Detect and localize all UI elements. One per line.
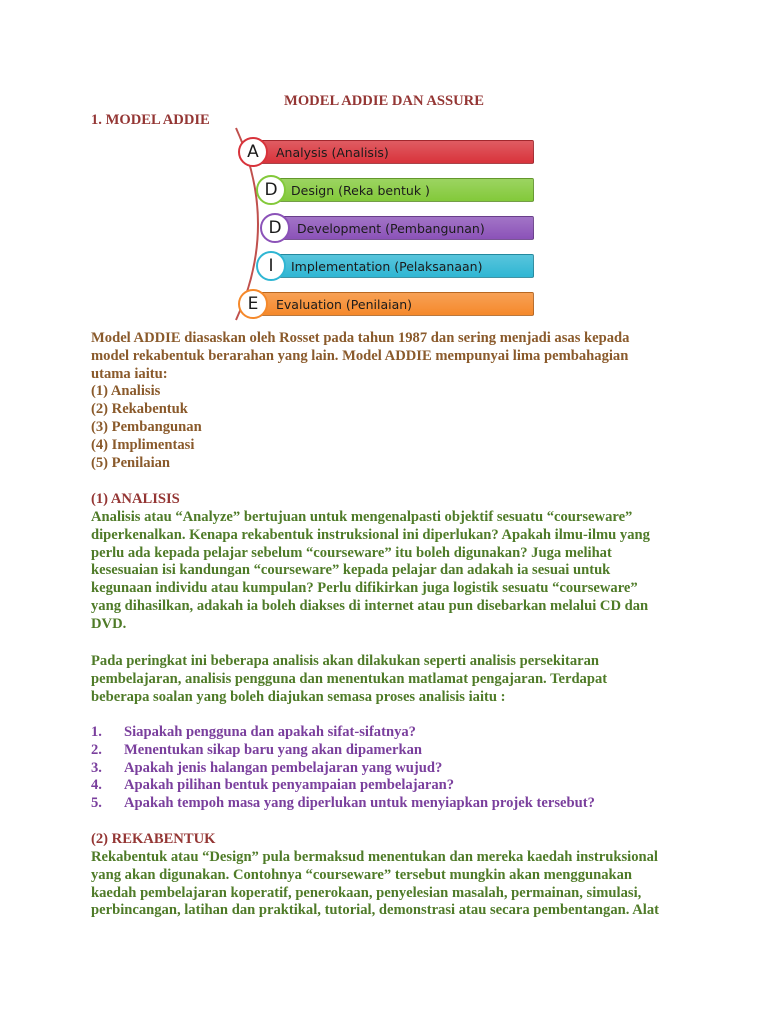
paragraph-line: Analisis atau “Analyze” bertujuan untuk mengenalpasti objektif sesuatu “courseware” bbox=[91, 509, 633, 525]
analisis-questions-list bbox=[91, 724, 691, 813]
intro-list-item: (4) Implimentasi bbox=[91, 436, 195, 453]
intro-list-item: (2) Rekabentuk bbox=[91, 401, 188, 418]
paragraph-line: beberapa soalan yang boleh diajukan semasa proses analisis iaitu : bbox=[91, 688, 506, 705]
bar-design bbox=[274, 178, 534, 202]
rekabentuk-paragraph bbox=[91, 849, 691, 920]
analisis-paragraph-2 bbox=[91, 653, 691, 706]
bar-development bbox=[278, 216, 534, 240]
list-number: 1. bbox=[91, 724, 102, 740]
intro-line: model rekabentuk berarahan yang lain. Model ADDIE mempunyai lima pembahagian bbox=[91, 347, 629, 364]
paragraph-line: Rekabentuk atau “Design” pula bermaksud menentukan dan mereka kaedah instruksional bbox=[91, 849, 658, 865]
circle-i: I bbox=[256, 251, 286, 281]
circle-a: A bbox=[238, 137, 268, 167]
circle-d-design: D bbox=[256, 175, 286, 205]
list-item bbox=[91, 724, 691, 742]
bar-design-label: Design (Reka bentuk ) bbox=[291, 183, 430, 198]
bar-implementation bbox=[274, 254, 534, 278]
list-number: 4. bbox=[91, 777, 102, 794]
paragraph-line: pembelajaran, analisis pengguna dan menentukan matlamat pengajaran. Terdapat bbox=[91, 670, 608, 687]
section-heading-model-addie: 1. MODEL ADDIE bbox=[91, 112, 210, 128]
document-title: MODEL ADDIE DAN ASSURE bbox=[284, 93, 484, 109]
paragraph-line: perbincangan, latihan dan praktikal, tutorial, demonstrasi atau secara pembentangan. Alat bbox=[91, 902, 659, 919]
bar-evaluation-label: Evaluation (Penilaian) bbox=[276, 297, 413, 312]
bar-analysis bbox=[256, 140, 534, 164]
paragraph-line: yang akan digunakan. Contohnya “courseware” tersebut mungkin akan menggunakan bbox=[91, 866, 633, 883]
section-heading-analisis: (1) ANALISIS bbox=[91, 491, 180, 507]
list-text: Apakah jenis halangan pembelajaran yang wujud? bbox=[124, 759, 443, 776]
bar-analysis-label: Analysis (Analisis) bbox=[276, 145, 389, 160]
intro-list-item: (5) Penilaian bbox=[91, 454, 171, 471]
list-text: Apakah tempoh masa yang diperlukan untuk menyiapkan projek tersebut? bbox=[124, 795, 595, 812]
list-item bbox=[91, 742, 691, 760]
section-heading-rekabentuk: (2) REKABENTUK bbox=[91, 831, 216, 847]
analisis-paragraph-1 bbox=[91, 509, 691, 634]
list-number: 5. bbox=[91, 795, 102, 812]
list-number: 2. bbox=[91, 741, 102, 758]
intro-list-item: (3) Pembangunan bbox=[91, 418, 202, 435]
intro-list-item: (1) Analisis bbox=[91, 383, 161, 400]
paragraph-line: perlu ada kepada pelajar sebelum “courseware” itu boleh digunakan? Juga melihat bbox=[91, 544, 612, 561]
intro-paragraph bbox=[91, 330, 691, 472]
paragraph-line: Pada peringkat ini beberapa analisis akan dilakukan seperti analisis persekitaran bbox=[91, 653, 600, 669]
list-item bbox=[91, 795, 691, 813]
list-item bbox=[91, 760, 691, 778]
intro-line: utama iaitu: bbox=[91, 365, 168, 382]
bar-evaluation bbox=[256, 292, 534, 316]
paragraph-line: kesesuaian isi kandungan “courseware” kepada pelajar dan adakah ia sesuai untuk bbox=[91, 562, 611, 579]
list-text: Menentukan sikap baru yang akan dipamerkan bbox=[124, 741, 423, 758]
paragraph-line: DVD. bbox=[91, 615, 127, 632]
paragraph-line: kaedah pembelajaran koperatif, penerokaan, penyelesian masalah, permainan, simulasi, bbox=[91, 884, 642, 901]
circle-e: E bbox=[238, 289, 268, 319]
list-item bbox=[91, 777, 691, 795]
intro-line: Model ADDIE diasaskan oleh Rosset pada tahun 1987 dan sering menjadi asas kepada bbox=[91, 330, 630, 346]
paragraph-line: kegunaan individu atau kumpulan? Perlu difikirkan juga logistik sesuatu “courseware” bbox=[91, 580, 638, 597]
circle-d-development: D bbox=[260, 213, 290, 243]
addie-diagram bbox=[228, 124, 540, 324]
list-number: 3. bbox=[91, 759, 102, 776]
list-text: Apakah pilihan bentuk penyampaian pembelajaran? bbox=[124, 777, 455, 794]
list-text: Siapakah pengguna dan apakah sifat-sifatnya? bbox=[124, 724, 416, 740]
paragraph-line: diperkenalkan. Kenapa rekabentuk instruksional ini diperlukan? Apakah ilmu-ilmu yang bbox=[91, 526, 650, 543]
bar-implementation-label: Implementation (Pelaksanaan) bbox=[291, 259, 483, 274]
paragraph-line: yang dihasilkan, adakah ia boleh diakses di internet atau pun disebarkan melalui CD dan bbox=[91, 597, 649, 614]
bar-development-label: Development (Pembangunan) bbox=[297, 221, 485, 236]
